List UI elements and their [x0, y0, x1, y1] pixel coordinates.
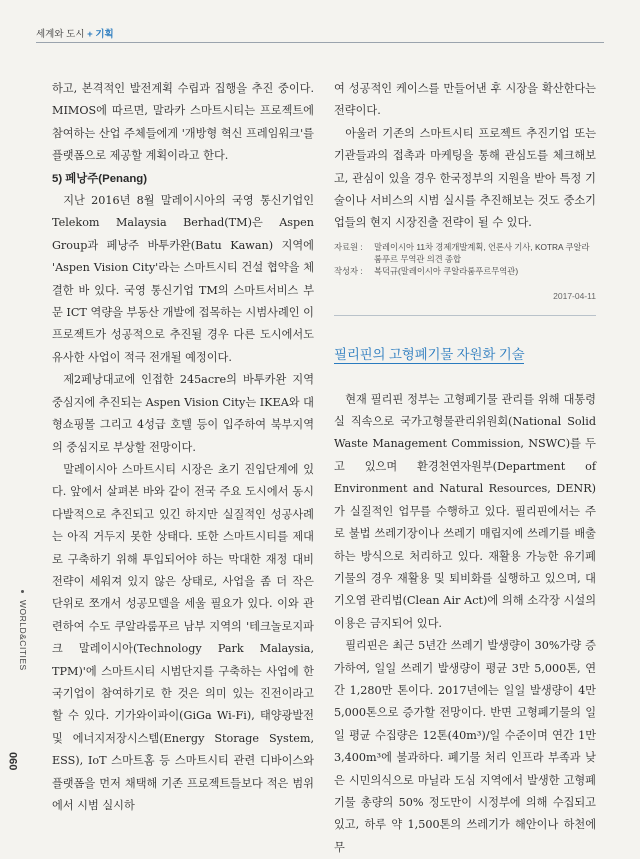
header-category: 기획: [95, 29, 114, 40]
right-paragraph-4: 필리핀은 최근 5년간 쓰레기 발생량이 30%가량 증가하여, 일일 쓰레기 발생량이 평균 3만 5,000톤, 연간 1,280만 톤이다. 2017년에는 일일 발생량이 4만 5,000톤으로 증가할 전망이다. 반면 고형폐기물의 일일 평균 수집량은 12톤(40m³)/일 수준이며 연간 1만 3,400m³에 불과하다. 폐기물 처리 인프라 부족과 낮은 시민의식으로 마닐라 도심 지역에서 발생한 고형폐기물 총량의 50% 정도만이 시정부에 의해 수집되고 있고, 하루 약 1,500톤의 쓰레기가 해안이나 하천에 무: [334, 639, 596, 854]
author-label: 작성자 :: [334, 265, 363, 276]
header-section: 세계와 도시: [36, 29, 85, 40]
right-paragraph-2: 아울러 기존의 스마트시티 프로젝트 추진기업 또는 기관들과의 접촉과 마케팅을 통해 관심도를 체크해보고, 관심이 있을 경우 한국정부의 지원을 받아 특정 기술이나 서비스의 시범 실시를 추진해보는 것도 중소기업들의 현지 시장진출 전략이 될 수 있다.: [334, 126, 596, 230]
source-block: [334, 241, 596, 277]
left-column: [52, 78, 314, 817]
source-value: 말레이시아 11차 경제개발계획, 언론사 기사, KOTRA 쿠알라룸푸르 무역관 의견 종합: [374, 241, 590, 264]
section-divider: [334, 315, 596, 316]
left-paragraph-1: 하고, 본격적인 발전계획 수립과 집행을 추진 중이다. MIMOS에 따르면, 말라카 스마트시티는 프로젝트에 참여하는 산업 주체들에게 '개방형 혁신 프레임워크'를 플랫폼으로 제공할 계획이라고 한다.: [52, 82, 314, 163]
section-title: [334, 344, 596, 366]
header-plus: +: [87, 29, 93, 40]
right-column: [334, 78, 596, 859]
left-paragraph-3: 제2페낭대교에 인접한 245acre의 바투카완 지역 중심지에 추진되는 Aspen Vision City는 IKEA와 대형쇼핑몰 그리고 4성급 호텔 등이 입주하여 북부지역의 중심지로 부상할 전망이다.: [52, 373, 314, 454]
right-paragraph-3: 현재 필리핀 정부는 고형폐기물 관리를 위해 대통령실 직속으로 국가고형물관리위원회(National Solid Waste Management Commission, NSWC)를 두고 있으며 환경천연자원부(Department of Environment and Natural Resources, DENR)가 실질적인 업무를 수행하고 있다. 필리핀에서는 주로 불법 쓰레기장이나 쓰레기 매립지에 쓰레기를 배출하는 방식으로 처리하고 있다. 재활용 가능한 유기폐기물의 경우 재활용 및 퇴비화를 실행하고 있으며, 대기오염 관리법(Clean Air Act)에 의해 소각장 시설의 이용은 금지되어 있다.: [334, 392, 596, 630]
right-paragraph-1: 여 성공적인 케이스를 만들어낸 후 시장을 확산한다는 전략이다.: [334, 82, 596, 118]
left-paragraph-4: 말레이시아 스마트시티 시장은 초기 진입단계에 있다. 앞에서 살펴본 바와 같이 전국 주요 도시에서 동시다발적으로 추진되고 있긴 하지만 실질적인 성공사례는 아직 거두지 못한 상태다. 또한 스마트시티를 제대로 구축하기 위해 투입되어야 하는 막대한 재정 대비 전략이 세워져 있지 않은 상태로, 사업을 좀 더 작은 단위로 쪼개서 성공모델을 세울 필요가 있다. 이와 관련하여 수도 쿠알라룸푸르 남부 지역의 '테크놀로지파크 말레이시아(Technology Park Malaysia, TPM)'에 스마트시티 시범단지를 구축하는 사업에 한국기업이 참여하기로 한 것은 의미 있는 진전이라고 할 수 있다. 기가와이파이(GiGa Wi-Fi), 태양광발전 및 에너지저장시스템(Energy Storage System, ESS), IoT 스마트홈 등 스마트시티 관련 디바이스와 플랫폼을 먼저 채택해 기존 프로젝트들보다 적은 범위에서 시범 실시하: [52, 462, 314, 812]
article-date: 2017-04-11: [553, 290, 596, 301]
author-value: 복덕규(말레이시아 쿠알라룸푸르무역관): [374, 265, 519, 276]
running-header: [36, 26, 114, 40]
section-title-text: 필리핀의 고형폐기물 자원화 기술: [334, 347, 525, 363]
page-number: 090: [8, 752, 20, 771]
side-label: WORLD&CITIES: [18, 600, 28, 671]
left-subhead: 5) 페낭주(Penang): [52, 172, 148, 185]
header-rule: [36, 42, 604, 43]
source-label: 자료원 :: [334, 241, 363, 252]
left-paragraph-2: 지난 2016년 8월 말레이시아의 국영 통신기업인 Telekom Malaysia Berhad(TM)은 Aspen Group과 페낭주 바투카완(Batu Kawan) 지역에 'Aspen Vision City'라는 스마트시티 건설 협약을 체결한 바 있다. 국영 통신기업 TM의 스마트서비스 부문 ICT 역량을 부동산 개발에 접목하는 시범사례인 이 프로젝트가 성공적으로 추진될 경우 다른 도시에서도 유사한 사업이 적극 전개될 예정이다.: [52, 194, 314, 364]
side-dot: [21, 590, 24, 593]
